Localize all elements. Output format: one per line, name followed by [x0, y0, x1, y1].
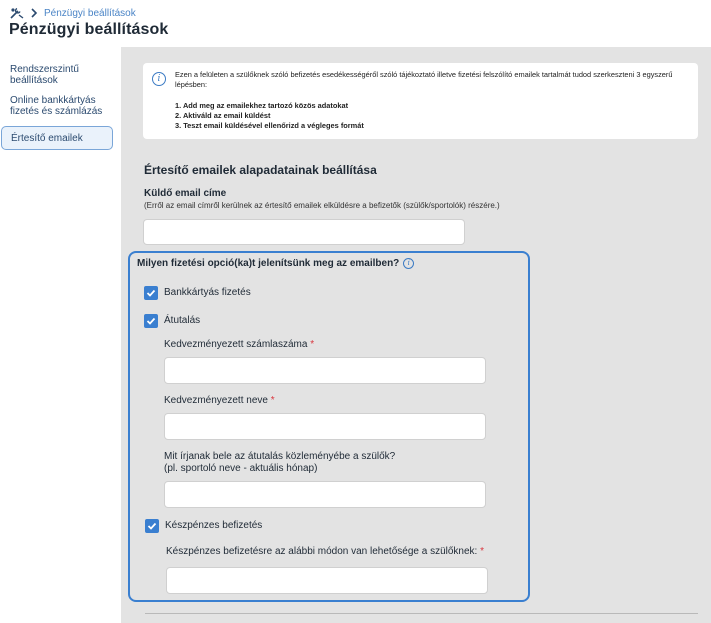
- info-box: [143, 63, 698, 139]
- sidebar-item-label: Értesítő emailek: [11, 133, 83, 144]
- required-mark: *: [480, 546, 484, 557]
- breadcrumb: [10, 7, 136, 19]
- sidebar-item-label: fizetés és számlázás: [10, 106, 103, 117]
- check-icon: [146, 288, 156, 298]
- account-number-label-text: Kedvezményezett számlaszáma: [164, 339, 308, 350]
- main-content: [121, 47, 711, 623]
- sidebar-item-label: Online bankkártyás: [10, 95, 96, 106]
- check-icon: [146, 316, 156, 326]
- payment-options-question-text: Milyen fizetési opció(ka)t jelenítsünk meg az emailben?: [137, 258, 400, 269]
- info-icon[interactable]: i: [403, 258, 414, 269]
- transfer-checkbox[interactable]: [144, 314, 158, 328]
- cash-details-label: [166, 546, 484, 558]
- cash-details-input[interactable]: [166, 567, 488, 594]
- sender-email-input[interactable]: [143, 219, 465, 245]
- beneficiary-name-label-text: Kedvezményezett neve: [164, 395, 268, 406]
- page-title: Pénzügyi beállítások: [9, 21, 169, 38]
- info-step: 3. Teszt email küldésével ellenőrizd a végleges formát: [175, 121, 364, 130]
- beneficiary-name-label: [164, 395, 275, 407]
- transfer-note-input[interactable]: [164, 481, 486, 508]
- sidebar-item-system-settings[interactable]: [10, 64, 115, 86]
- sender-email-hint: (Erről az email címről kerülnek az értesítő emailek elküldésre a befizetők (szülők/sportolók) részére.): [144, 201, 500, 210]
- sender-email-title: Küldő email címe: [144, 188, 227, 199]
- beneficiary-name-input[interactable]: [164, 413, 486, 440]
- account-number-label: [164, 339, 314, 351]
- required-mark: *: [270, 395, 275, 406]
- info-step: 2. Aktiváld az email küldést: [175, 111, 271, 120]
- card-payment-label[interactable]: Bankkártyás fizetés: [164, 287, 251, 298]
- info-text: Ezen a felületen a szülőknek szóló befizetés esedékességéről szóló tájékoztató illetve fizetési felszólító emailek tartalmát tudod szerkeszteni 3 egyszerű lépésben:: [175, 70, 673, 89]
- payment-options-question: [137, 258, 414, 269]
- chevron-right-icon: [30, 8, 38, 18]
- transfer-note-label-line: Mit írjanak bele az átutalás közleményébe a szülők?: [164, 451, 396, 462]
- transfer-label[interactable]: Átutalás: [164, 315, 201, 326]
- check-icon: [147, 521, 157, 531]
- cash-payment-label[interactable]: Készpénzes befizetés: [165, 520, 263, 531]
- cash-payment-checkbox[interactable]: [145, 519, 159, 533]
- account-number-input[interactable]: [164, 357, 486, 384]
- card-payment-checkbox[interactable]: [144, 286, 158, 300]
- cash-details-label-text: Készpénzes befizetésre az alábbi módon van lehetősége a szülőknek:: [166, 546, 478, 557]
- required-mark: *: [310, 339, 315, 350]
- info-steps: [175, 101, 364, 131]
- transfer-note-label-hint: (pl. sportoló neve - aktuális hónap): [164, 463, 318, 474]
- sidebar-item-label: Rendszerszintű: [10, 64, 79, 75]
- sidebar-item-online-payment[interactable]: [10, 95, 115, 117]
- transfer-note-label: [164, 451, 395, 475]
- info-icon: i: [152, 72, 166, 86]
- section-title: Értesítő emailek alapadatainak beállítása: [144, 163, 377, 177]
- breadcrumb-current[interactable]: Pénzügyi beállítások: [44, 7, 136, 19]
- divider: [145, 613, 698, 614]
- header: [0, 0, 711, 47]
- tools-icon: [10, 7, 24, 19]
- sidebar-item-label: beállítások: [10, 75, 58, 86]
- sidebar-item-notification-emails[interactable]: [1, 126, 113, 150]
- info-step: 1. Add meg az emailekhez tartozó közös adatokat: [175, 101, 349, 110]
- sidebar: [0, 47, 121, 623]
